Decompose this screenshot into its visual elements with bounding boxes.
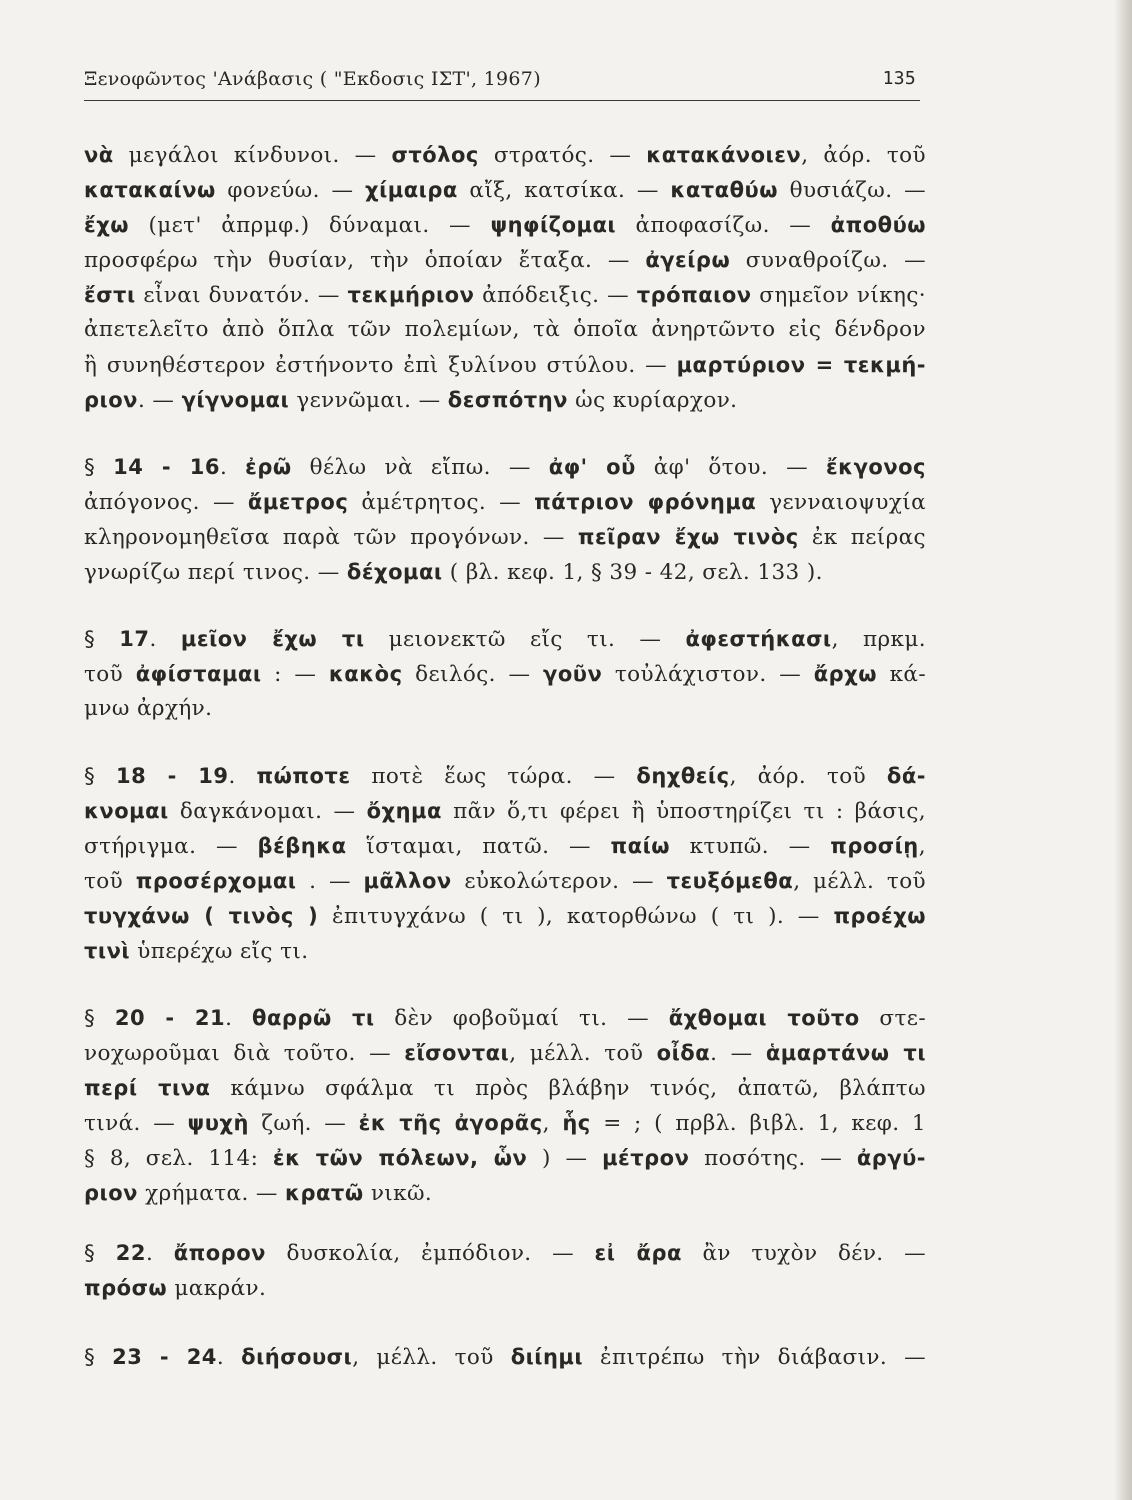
gloss-text: στρατός. — — [478, 143, 647, 168]
headword: προσίῃ — [830, 834, 919, 858]
headword: ἐρῶ — [245, 455, 292, 479]
gloss-text: ( βλ. κεφ. 1, § 39 - 42, σελ. 133 ). — [442, 560, 823, 585]
headword: καταθύω — [670, 178, 778, 202]
headword: πρόσω — [84, 1276, 168, 1300]
text-line — [84, 175, 926, 206]
headword: νὰ — [84, 143, 114, 167]
headword: 14 - 16 — [113, 455, 220, 479]
text-line — [84, 522, 926, 553]
gloss-text: ) — — [527, 1146, 603, 1171]
header-title: Ξενοφῶντος 'Ανάβασις ( "Εκδοσις ΙΣΤ', 1967) — [84, 68, 541, 90]
gloss-text: ἀπόγονος. — — [84, 490, 248, 515]
gloss-text: : — — [261, 662, 329, 687]
gloss-text: κά- — [876, 662, 926, 687]
headword: ἐκ τῶν πόλεων, ὧν — [272, 1146, 528, 1170]
gloss-text: ἀπετελεῖτο ἀπὸ ὅπλα τῶν πολεμίων, τὰ ὁποῖα ἀνηρτῶντο εἰς δένδρον — [84, 317, 926, 342]
gloss-text: ἐπιτρέπω τὴν διάβασιν. — — [583, 1345, 927, 1370]
gloss-text: , — [918, 834, 926, 859]
gloss-text: . — — [296, 869, 364, 894]
headword: περί τινα — [84, 1076, 211, 1100]
gloss-text: ζωή. — — [248, 1111, 359, 1136]
headword: κατακαίνω — [84, 178, 216, 202]
section-sign: § — [84, 1241, 116, 1266]
headword: ἔστι — [84, 283, 136, 307]
gloss-text: ἢ συνηθέστερον ἐστήνοντο ἐπὶ ξυλίνου στύλου. — — [84, 353, 677, 378]
gloss-text: μνω ἀρχήν. — [84, 696, 213, 721]
gloss-text: , ἀόρ. τοῦ — [729, 764, 887, 789]
text-line — [84, 1108, 926, 1139]
text-line — [84, 385, 926, 416]
text-line — [84, 280, 926, 311]
headword: προέχω — [833, 904, 926, 928]
gloss-text: ἀμέτρητος. — — [348, 490, 535, 515]
headword: τυγχάνω ( τινὸς ) — [84, 904, 319, 928]
headword: τρόπαιον — [636, 283, 752, 307]
page-edge-shadow — [1114, 0, 1132, 1500]
text-line — [84, 1238, 926, 1269]
headword: ἐκ τῆς ἀγορᾶς — [358, 1111, 543, 1135]
text-line — [84, 1003, 926, 1034]
gloss-text: θέλω νὰ εἴπω. — — [291, 455, 549, 480]
text-line — [84, 315, 926, 345]
gloss-text: τοὐλάχιστον. — — [602, 662, 814, 687]
headword: εἴσονται — [404, 1041, 510, 1065]
gloss-text: μειονεκτῶ εἴς τι. — — [364, 627, 686, 652]
headword: κατακάνοιεν — [646, 143, 802, 167]
gloss-text: σημεῖον νίκης· — [751, 283, 926, 308]
headword: ἁμαρτάνω τι — [765, 1041, 926, 1065]
section-sign: § — [84, 627, 120, 652]
gloss-text: γεννῶμαι. — — [289, 388, 448, 413]
gloss-text: = ; ( πρβλ. βιβλ. 1, κεφ. 1 — [590, 1111, 927, 1136]
gloss-text: τινά. — — [84, 1111, 188, 1136]
headword: 17 — [119, 627, 150, 651]
section-sign: § — [84, 764, 116, 789]
headword: ἄχθομαι τοῦτο — [668, 1006, 860, 1030]
headword: δηχθείς — [636, 764, 730, 788]
text-line — [84, 796, 926, 827]
gloss-text: δαγκάνομαι. — — [168, 799, 367, 824]
gloss-text: ποσότης. — — [689, 1146, 857, 1171]
gloss-text: . — [219, 455, 246, 480]
gloss-text: φονεύω. — — [215, 178, 366, 203]
gloss-text: τοῦ — [84, 662, 136, 687]
header-rule — [84, 100, 920, 101]
text-line — [84, 1273, 926, 1304]
section-sign: § — [84, 455, 114, 480]
headword: κακὸς — [328, 662, 403, 686]
text-line — [84, 1038, 926, 1069]
gloss-text: δὲν φοβοῦμαί τι. — — [374, 1006, 669, 1031]
headword: ἀφ' οὗ — [548, 455, 636, 479]
gloss-text: , — [542, 1111, 563, 1136]
text-line — [84, 761, 926, 792]
gloss-text: . — [145, 1241, 174, 1266]
gloss-text: χρήματα. — — [137, 1181, 286, 1206]
headword: μᾶλλον — [363, 869, 452, 893]
text-line — [84, 901, 926, 932]
gloss-text: πᾶν ὅ,τι φέρει ἢ ὑποστηρίζει τι : βάσις, — [441, 799, 927, 824]
gloss-text: γενναιοψυχία — [756, 490, 926, 515]
headword: δά- — [886, 764, 926, 788]
headword: 20 - 21 — [114, 1006, 226, 1030]
gloss-text: , ἀόρ. τοῦ — [801, 143, 926, 168]
headword: χίμαιρα — [365, 178, 458, 202]
headword: ὄχημα — [366, 799, 442, 823]
headword: ἀποθύω — [830, 213, 926, 237]
gloss-text: προσφέρω τὴν θυσίαν, τὴν ὁποίαν ἔταξα. — — [84, 248, 646, 273]
gloss-text: ὑπερέχω εἴς τι. — [130, 939, 309, 964]
headword: παίω — [610, 834, 671, 858]
text-line — [84, 557, 926, 588]
gloss-text: στε- — [859, 1006, 926, 1031]
gloss-text: εὐκολώτερον. — — [451, 869, 667, 894]
gloss-text: . — [225, 1006, 253, 1031]
gloss-text: ἐκ πείρας — [798, 525, 927, 550]
headword: στόλος — [391, 143, 479, 167]
gloss-text: νικῶ. — [363, 1181, 433, 1206]
text-line — [84, 452, 926, 483]
headword: τινὶ — [84, 939, 131, 963]
gloss-text: τοῦ — [84, 869, 136, 894]
text-line — [84, 350, 926, 381]
headword: μέτρον — [602, 1146, 690, 1170]
gloss-text: στήριγμα. — — [84, 834, 258, 859]
headword: οἶδα — [656, 1041, 711, 1065]
headword: ἔχω — [84, 213, 129, 237]
text-line — [84, 210, 926, 241]
headword: μαρτύριον = τεκμή- — [676, 353, 927, 377]
gloss-text: δυσκολία, ἐμπόδιον. — — [265, 1241, 595, 1266]
gloss-text: συναθροίζω. — — [730, 248, 926, 273]
section-sign: § — [84, 1006, 115, 1031]
headword: δεσπότην — [447, 388, 568, 412]
text-line — [84, 1342, 926, 1373]
gloss-text: . — [216, 1345, 242, 1370]
gloss-text: . — — [710, 1041, 766, 1066]
headword: ψυχὴ — [187, 1111, 249, 1135]
headword: ἄπορον — [173, 1241, 266, 1265]
text-line — [84, 624, 926, 655]
headword: ἀργύ- — [856, 1146, 927, 1170]
headword: ἀφεστήκασι — [685, 627, 832, 651]
headword: γίγνομαι — [181, 388, 290, 412]
text-line — [84, 1073, 926, 1104]
text-line — [84, 487, 926, 518]
gloss-text: . — [149, 627, 181, 652]
gloss-text: . — — [137, 388, 182, 413]
page-number: 135 — [882, 68, 916, 89]
headword: πώποτε — [256, 764, 351, 788]
gloss-text: εἶναι δυνατόν. — — [135, 283, 348, 308]
gloss-text: ἐπιτυγχάνω ( τι ), κατορθώνω ( τι ). — — [318, 904, 834, 929]
gloss-text: , μέλλ. τοῦ — [509, 1041, 657, 1066]
gloss-text: § 8, σελ. 114: — [84, 1146, 273, 1171]
gloss-text: θυσιάζω. — — [777, 178, 927, 203]
headword: θαρρῶ τι — [252, 1006, 375, 1030]
text-line — [84, 659, 926, 690]
gloss-text: ποτὲ ἕως τώρα. — — [350, 764, 637, 789]
gloss-text: ἀφ' ὅτου. — — [635, 455, 826, 480]
headword: ριον — [84, 1181, 138, 1205]
text-line — [84, 694, 926, 724]
gloss-text: μακράν. — [167, 1276, 267, 1301]
text-line — [84, 866, 926, 897]
text-line — [84, 1143, 926, 1174]
gloss-text: αἴξ, κατσίκα. — — [457, 178, 671, 203]
gloss-text: ἀπόδειξις. — — [474, 283, 637, 308]
gloss-text: . — [228, 764, 257, 789]
gloss-text: μεγάλοι κίνδυνοι. — — [113, 143, 392, 168]
gloss-text: (μετ' ἀπρμφ.) δύναμαι. — — [129, 213, 491, 238]
headword: κρατῶ — [285, 1181, 364, 1205]
headword: διίημι — [510, 1345, 584, 1369]
headword: ἀγείρω — [645, 248, 731, 272]
headword: ψηφίζομαι — [490, 213, 617, 237]
gloss-text: κάμνω σφάλμα τι πρὸς βλάβην τινός, ἀπατῶ, βλάπτω — [210, 1076, 926, 1101]
running-header — [84, 66, 920, 98]
gloss-text: ὡς κυρίαρχον. — [567, 388, 738, 413]
headword: τευξόμεθα — [666, 869, 794, 893]
headword: δέχομαι — [346, 560, 443, 584]
headword: ἀφίσταμαι — [135, 662, 262, 686]
headword: προσέρχομαι — [135, 869, 297, 893]
headword: ἧς — [562, 1111, 591, 1135]
gloss-text: νοχωροῦμαι διὰ τοῦτο. — — [84, 1041, 405, 1066]
text-line — [84, 1178, 926, 1209]
text-line — [84, 140, 926, 171]
gloss-text: , μέλλ. τοῦ — [793, 869, 927, 894]
headword: ἄρχω — [813, 662, 877, 686]
headword: τεκμήριον — [347, 283, 475, 307]
text-line — [84, 245, 926, 276]
gloss-text: ἂν τυχὸν δέν. — — [681, 1241, 926, 1266]
headword: πεῖραν ἔχω τινὸς — [577, 525, 799, 549]
headword: εἰ ἄρα — [594, 1241, 682, 1265]
headword: γοῦν — [543, 662, 603, 686]
gloss-text: κτυπῶ. — — [670, 834, 831, 859]
headword: ἔκγονος — [825, 455, 927, 479]
headword: 23 - 24 — [112, 1345, 217, 1369]
text-line — [84, 831, 926, 862]
section-sign: § — [84, 1345, 113, 1370]
gloss-text: ἵσταμαι, πατῶ. — — [346, 834, 611, 859]
gloss-text: , πρκμ. — [831, 627, 927, 652]
gloss-text: κληρονομηθεῖσα παρὰ τῶν προγόνων. — — [84, 525, 578, 550]
gloss-text: γνωρίζω περί τινος. — — [84, 560, 347, 585]
headword: πάτριον φρόνημα — [534, 490, 757, 514]
gloss-text: ἀποφασίζω. — — [616, 213, 831, 238]
headword: 18 - 19 — [115, 764, 229, 788]
headword: μεῖον ἔχω τι — [180, 627, 365, 651]
headword: 22 — [115, 1241, 146, 1265]
headword: διήσουσι — [241, 1345, 353, 1369]
headword: βέβηκα — [257, 834, 347, 858]
headword: ριον — [84, 388, 138, 412]
text-line — [84, 936, 926, 967]
headword: ἄμετρος — [247, 490, 349, 514]
gloss-text: δειλός. — — [402, 662, 544, 687]
gloss-text: , μέλλ. τοῦ — [352, 1345, 511, 1370]
headword: κνομαι — [84, 799, 169, 823]
